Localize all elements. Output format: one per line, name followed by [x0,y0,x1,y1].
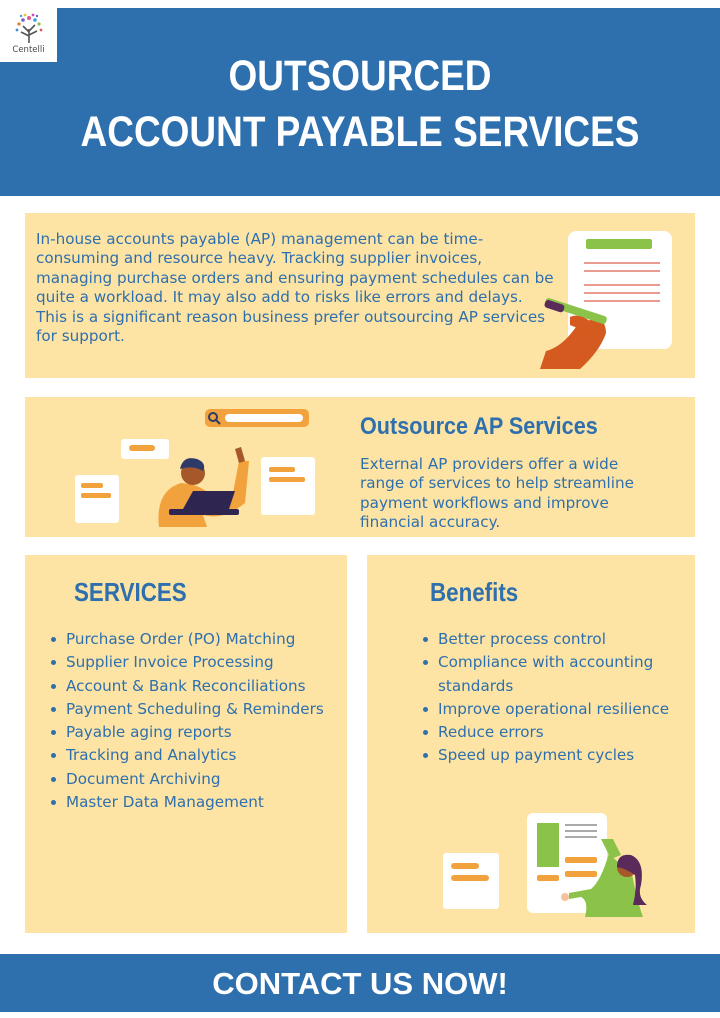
services-panel [25,555,347,933]
list-item: Better process control [422,628,677,651]
person-chart-illustration [441,809,661,919]
list-item: Purchase Order (PO) Matching [50,628,340,651]
brand-logo[interactable] [0,8,57,62]
benefits-list [422,628,677,768]
person-laptop-illustration [73,405,343,529]
services-heading: SERVICES [74,577,187,607]
document-pen-illustration [540,229,680,369]
tree-logo-icon [12,12,46,44]
list-item: Payable aging reports [50,721,340,744]
intro-paragraph-2: This is a significant reason business prefer outsourcing AP services for support. [36,307,546,346]
title-line-2: ACCOUNT PAYABLE SERVICES [80,108,640,156]
benefits-panel [367,555,695,933]
page-title [50,48,669,160]
logo-text: Centelli [12,45,45,55]
intro-text [36,230,556,346]
list-item: Reduce errors [422,721,677,744]
services-list [50,628,340,814]
list-item: Improve operational resilience [422,698,677,721]
list-item: Supplier Invoice Processing [50,651,340,674]
list-item: Account & Bank Reconciliations [50,675,340,698]
benefits-heading: Benefits [430,577,519,607]
list-item: Payment Scheduling & Reminders [50,698,340,721]
list-item: Speed up payment cycles [422,744,677,767]
list-item: Document Archiving [50,768,340,791]
title-line-1: OUTSOURCED [228,52,492,100]
list-item: Master Data Management [50,791,340,814]
list-item: Tracking and Analytics [50,744,340,767]
outsource-body: External AP providers offer a wide range of services to help streamline payment workflows and improve financial accuracy. [360,455,634,532]
outsource-panel [25,397,695,537]
list-item: Compliance with accounting standards [422,651,677,698]
header-banner [0,8,720,196]
outsource-heading: Outsource AP Services [360,413,598,440]
intro-paragraph-1: In-house accounts payable (AP) management can be time-consuming and resource heavy. Tracking supplier invoices, managing purchase orders and ensuring payment schedules can be quite a workload. It may also add to risks like errors and delays. [36,230,554,307]
contact-us-button[interactable]: CONTACT US NOW! [0,954,720,1012]
intro-panel [25,213,695,378]
